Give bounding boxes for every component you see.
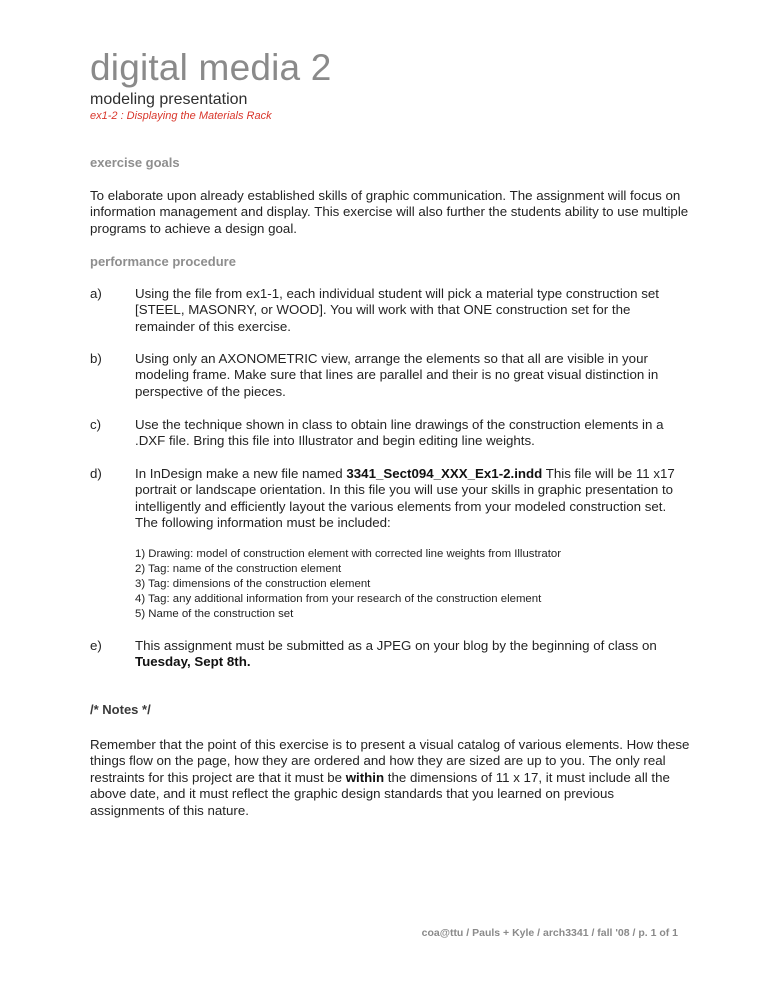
sublist-item: 2) Tag: name of the construction element [135,563,342,575]
goals-paragraph: To elaborate upon already established skills of graphic communication. The assignment will focus on information management and display. This exercise will also further the students ability to use multiple programs to achieve a design goal. [90,188,689,236]
notes-text-before: Remember that the point of this exercise is to present a visual catalog of various elements. How these things flow on the page, how they are ordered and how they are sized are up to you. The only real restraints for this project are that it must be [90,737,690,785]
notes-text-after: the dimensions of 11 x 17, it must include all the above date, and it must reflect the graphic design standards that you learned on previous assignments of this nature. [90,769,670,818]
item-text: Using only an AXONOMETRIC view, arrange the elements so that all are visible in your modeling frame. Make sure that lines are parallel and their is no great visual distinction in perspective of the pieces. [135,351,659,399]
sublist-item: 1) Drawing: model of construction element with corrected line weights from Illustrator [135,548,562,560]
sublist-item: 3) Tag: dimensions of the construction element [135,578,371,590]
item-text [135,466,685,532]
item-letter: b) [90,351,102,366]
notes-paragraph [90,737,690,819]
item-letter: c) [90,417,102,432]
sublist-item: 4) Tag: any additional information from your research of the construction element [135,593,542,605]
procedure-heading: performance procedure [90,254,236,269]
file-name: 3341_Sect094_XXX_Ex1-2.indd [346,466,543,481]
item-text-before: This assignment must be submitted as a JPEG on your blog by the beginning of class on [135,638,657,653]
notes-emphasis: within [345,769,385,785]
item-letter: d) [90,466,102,481]
page-footer: coa@ttu / Pauls + Kyle / arch3341 / fall '08 / p. 1 of 1 [421,927,678,939]
due-date: Tuesday, Sept 8th. [135,654,251,670]
item-letter: e) [90,638,102,653]
page-title: digital media 2 [90,47,332,88]
exercise-label: ex1-2 : Displaying the Materials Rack [90,110,272,122]
goals-heading: exercise goals [90,155,180,170]
item-text: Use the technique shown in class to obtain line drawings of the construction elements in a .DXF file. Bring this file into Illustrator and begin editing line weights. [135,417,664,449]
item-text [135,638,685,671]
item-letter: a) [90,286,102,301]
sublist-item: 5) Name of the construction set [135,608,294,620]
page-subtitle: modeling presentation [90,91,248,108]
item-text-after: This file will be 11 x17 portrait or landscape orientation. In this file you will use your skills in graphic presentation to intelligently and efficiently layout the various elements from your modeled construction set. The following information must be included: [135,466,675,531]
item-text-before: In InDesign make a new file named [135,466,347,481]
notes-heading: /* Notes */ [90,702,151,717]
item-text: Using the file from ex1-1, each individual student will pick a material type construction set [STEEL, MASONRY, or WOOD]. You will work with that ONE construction set for the remainder of this exercise. [135,286,659,334]
